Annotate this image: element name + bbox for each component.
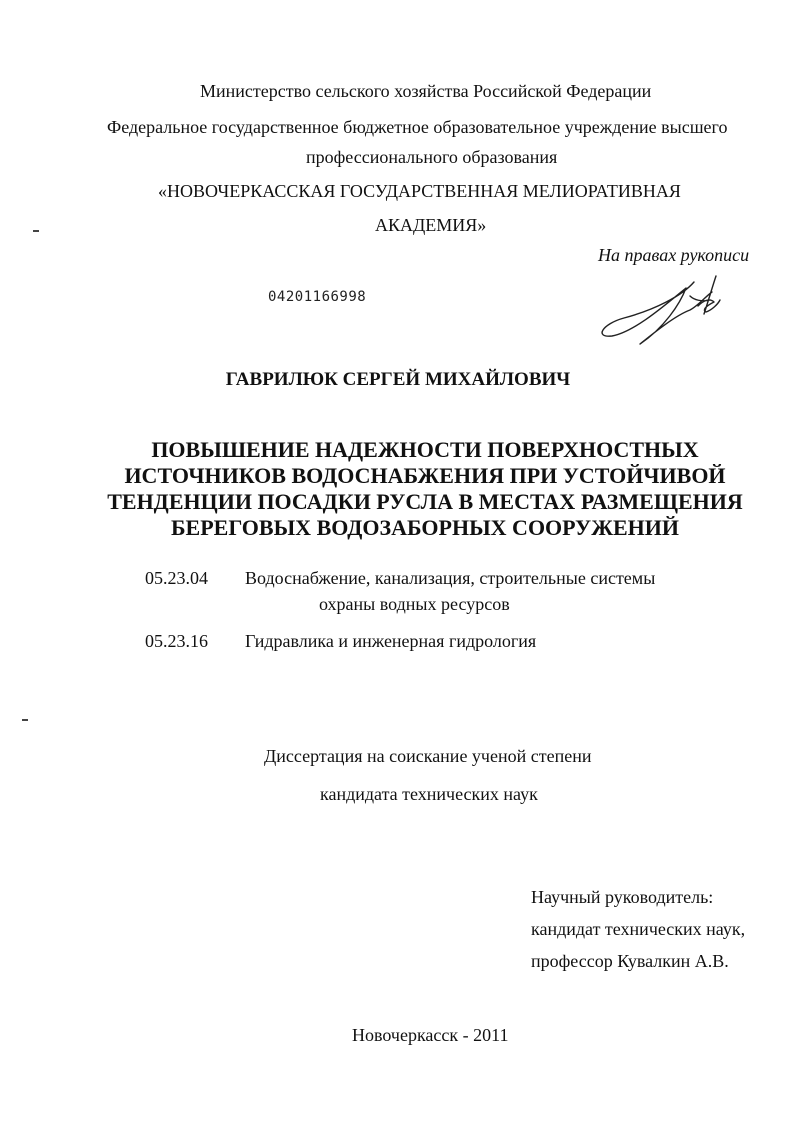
degree-line-2: кандидата технических наук [320, 784, 538, 804]
margin-mark [22, 719, 28, 721]
registration-code: 04201166998 [268, 289, 367, 305]
title-line: БЕРЕГОВЫХ ВОДОЗАБОРНЫХ СООРУЖЕНИЙ [171, 515, 679, 540]
specialty-code: 05.23.04 [145, 568, 208, 588]
dissertation-title [80, 437, 770, 541]
degree-line-1: Диссертация на соискание ученой степени [264, 746, 592, 766]
ministry-line: Министерство сельского хозяйства Российской Федерации [200, 81, 652, 101]
title-line: ТЕНДЕНЦИИ ПОСАДКИ РУСЛА В МЕСТАХ РАЗМЕЩЕНИЯ [107, 489, 743, 514]
city-year: Новочеркасск - 2011 [352, 1025, 509, 1045]
signature-image [594, 266, 744, 350]
specialty-name-continued: охраны водных ресурсов [319, 594, 510, 614]
specialty-name: Водоснабжение, канализация, строительные системы [245, 568, 656, 588]
academy-line-1: «НОВОЧЕРКАССКАЯ ГОСУДАРСТВЕННАЯ МЕЛИОРАТИВНАЯ [158, 181, 681, 201]
supervisor-label: Научный руководитель: [531, 887, 714, 907]
manuscript-rights-label: На правах рукописи [598, 245, 750, 265]
specialty-name: Гидравлика и инженерная гидрология [245, 631, 537, 651]
margin-mark [33, 230, 39, 232]
author-name: ГАВРИЛЮК СЕРГЕЙ МИХАЙЛОВИЧ [225, 369, 571, 390]
institution-line-1: Федеральное государственное бюджетное образовательное учреждение высшего [107, 117, 728, 137]
title-line: ПОВЫШЕНИЕ НАДЕЖНОСТИ ПОВЕРХНОСТНЫХ [151, 437, 699, 462]
institution-line-2: профессионального образования [306, 147, 558, 167]
supervisor-degree: кандидат технических наук, [531, 919, 746, 939]
supervisor-name: профессор Кувалкин А.В. [531, 951, 729, 971]
specialty-code: 05.23.16 [145, 631, 208, 651]
title-line: ИСТОЧНИКОВ ВОДОСНАБЖЕНИЯ ПРИ УСТОЙЧИВОЙ [124, 463, 726, 488]
academy-line-2: АКАДЕМИЯ» [375, 215, 487, 235]
